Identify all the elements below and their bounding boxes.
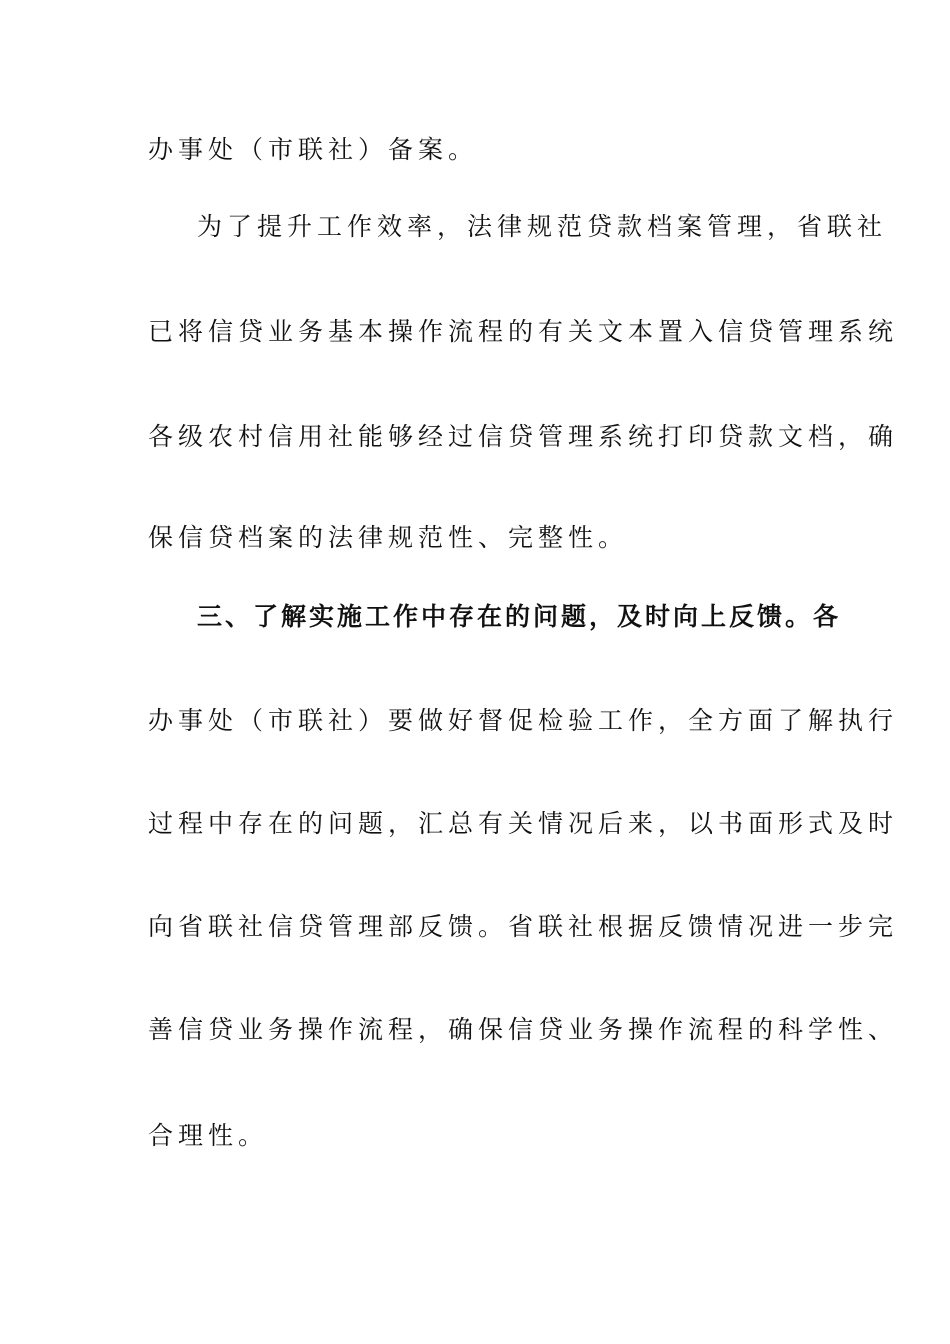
text-line-1: 办事处（市联社）备案。 [148, 135, 479, 164]
text-line-11: 合理性。 [148, 1121, 269, 1150]
text-line-3: 已将信贷业务基本操作流程的有关文本置入信贷管理系统 [148, 317, 899, 346]
text-line-4: 各级农村信用社能够经过信贷管理系统打印贷款文档，确 [148, 422, 899, 451]
text-line-2: 为了提升工作效率，法律规范贷款档案管理，省联社 [197, 212, 888, 241]
section-heading-3: 三、了解实施工作中存在的问题，及时向上反馈。各 [197, 602, 842, 631]
text-line-9: 向省联社信贷管理部反馈。省联社根据反馈情况进一步完 [148, 912, 899, 941]
text-line-7: 办事处（市联社）要做好督促检验工作，全方面了解执行 [148, 706, 899, 735]
text-line-8: 过程中存在的问题，汇总有关情况后来，以书面形式及时 [148, 809, 899, 838]
text-line-10: 善信贷业务操作流程，确保信贷业务操作流程的科学性、 [148, 1015, 899, 1044]
text-line-5: 保信贷档案的法律规范性、完整性。 [148, 523, 629, 552]
